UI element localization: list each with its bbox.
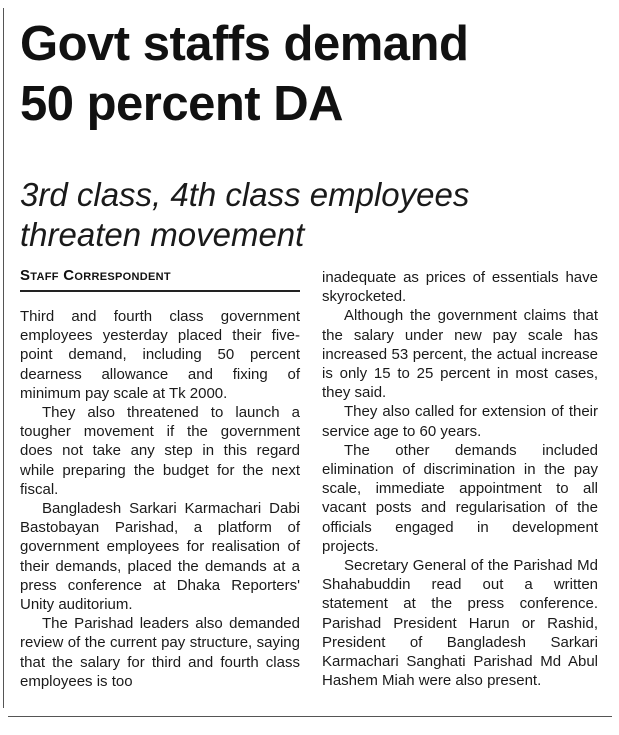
paragraph: Although the government claims that the salary under new pay scale has increased 53 percent, the actual increase is only 15 to 25 percent in most cases, they said.	[322, 307, 598, 402]
paragraph: They also called for extension of their service age to 60 years.	[322, 403, 598, 440]
article-column-left	[20, 307, 300, 691]
paragraph: The other demands included elimination of discrimination in the pay scale, immediate appointment to all vacant posts and regularisation of the officials engaged in development projects.	[322, 441, 598, 555]
headline-line-1: Govt staffs demand	[20, 17, 469, 71]
subheadline-line-2: threaten movement	[20, 216, 305, 253]
article-column-right	[322, 268, 598, 690]
paragraph: The Parishad leaders also demanded review of the current pay structure, saying that the salary for third and fourth class employees is too	[20, 615, 300, 690]
byline: Staff Correspondent	[20, 267, 171, 284]
paragraph: Bangladesh Sarkari Karmachari Dabi Bastobayan Parishad, a platform of government employees for realisation of their demands, placed the demands at a press conference at Dhaka Reporters' Unity auditorium.	[20, 500, 300, 614]
bottom-rule	[8, 716, 612, 717]
paragraph: They also threatened to launch a tougher movement if the government does not take any step in this regard while preparing the budget for the next fiscal.	[20, 404, 300, 498]
paragraph: Third and fourth class government employees yesterday placed their five-point demand, including 50 percent dearness allowance and fixing of minimum pay scale at Tk 2000.	[20, 308, 300, 402]
paragraph: inadequate as prices of essentials have skyrocketed.	[322, 269, 598, 306]
headline-line-2: 50 percent DA	[20, 77, 344, 131]
paragraph: Secretary General of the Parishad Md Shahabuddin read out a written statement at the press conference. Parishad President Harun or Rashid, President of Bangladesh Sarkari Karmachari Sanghati Parishad Md Abul Hashem Miah were also present.	[322, 557, 598, 690]
left-frame-rule	[3, 8, 4, 708]
subheadline	[20, 175, 610, 255]
headline	[20, 14, 610, 134]
subheadline-line-1: 3rd class, 4th class employees	[20, 176, 470, 213]
byline-underline	[20, 290, 300, 292]
